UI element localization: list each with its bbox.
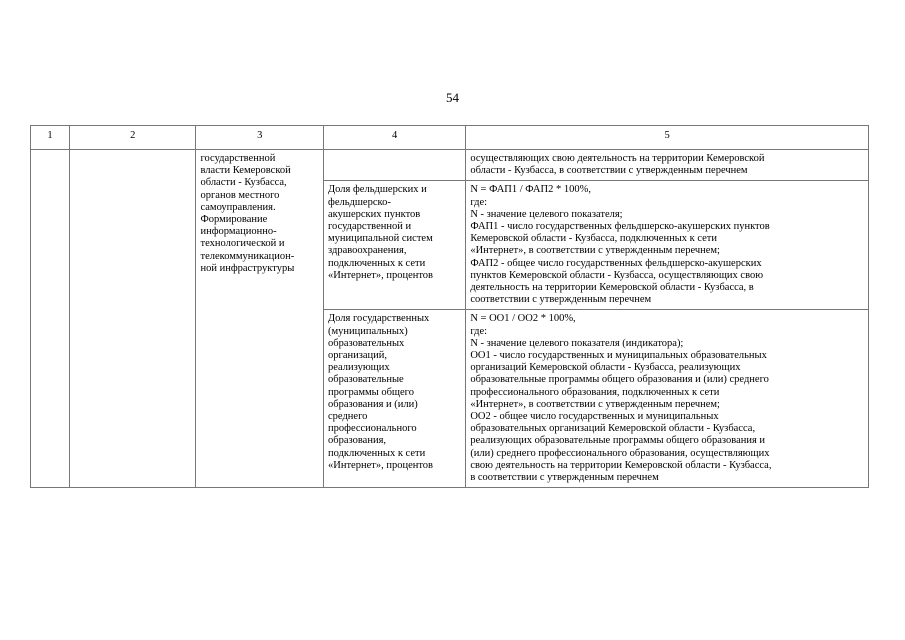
text-line: государственной [200, 153, 276, 164]
text-line: ной инфраструктуры [200, 262, 295, 274]
text-line: здравоохранения, [328, 245, 407, 257]
text-line: Доля государственных [328, 313, 430, 325]
text-line: образовательные программы общего образования и (или) среднего [470, 374, 769, 386]
cell-calculation-method [466, 310, 869, 488]
text-line: телекоммуникацион- [200, 250, 295, 262]
text-line: профессионального образования, подключенных к сети [470, 386, 720, 398]
text-line: государственной и [328, 221, 412, 233]
cell-indicator-name [324, 310, 466, 488]
text-line: Кемеровской области - Кузбасса, подключенных к сети [470, 233, 718, 245]
text-line: «Интернет», процентов [328, 269, 434, 281]
text-line: профессионального [328, 423, 417, 435]
text-line: области - Кузбасса, в соответствии с утвержденным перечнем [470, 165, 748, 177]
text-line: реализующих образовательные программы общего образования и [470, 435, 766, 447]
text-line: подключенных к сети [328, 257, 426, 269]
header-row [31, 126, 869, 150]
text-line: информационно- [200, 226, 277, 238]
text-line: ФАП1 - число государственных фельдшерско-акушерских пунктов [470, 221, 770, 233]
header-cell-4: 4 [324, 126, 466, 150]
text-line: (муниципальных) [328, 325, 408, 337]
text-line: где: [470, 196, 488, 208]
text-line: области - Кузбасса, [200, 177, 287, 189]
text-line: N = ОО1 / ОО2 * 100%, [470, 313, 576, 325]
text-line: N - значение целевого показателя (индикатора); [470, 337, 684, 349]
text-line: ОО1 - число государственных и муниципальных образовательных [470, 350, 767, 362]
indicator-table [30, 125, 869, 488]
text-line: муниципальной систем [328, 233, 433, 245]
text-line: Формирование [200, 214, 268, 226]
header-cell-3: 3 [196, 126, 324, 150]
table-row [31, 150, 869, 181]
text-line: соответствии с утвержденным перечнем [470, 294, 652, 306]
text-line: пунктов Кемеровской области - Кузбасса, осуществляющих свою [470, 269, 764, 281]
text-line: Доля фельдшерских и [328, 184, 427, 196]
cell-col2 [70, 150, 196, 488]
text-line: образования и (или) [328, 398, 418, 410]
text-line: реализующих [328, 362, 390, 374]
text-line: образовательные [328, 374, 404, 386]
text-line: фельдшерско- [328, 196, 391, 208]
text-line: (или) среднего профессионального образования, осуществляющих [470, 447, 770, 459]
header-cell-2: 2 [70, 126, 196, 150]
header-cell-1: 1 [31, 126, 70, 150]
cell-calculation-method [466, 150, 869, 181]
text-line: «Интернет», процентов [328, 459, 434, 471]
text-line: организаций Кемеровской области - Кузбасса, реализующих [470, 362, 741, 374]
text-line: ОО2 - общее число государственных и муниципальных [470, 411, 719, 423]
text-line: подключенных к сети [328, 447, 426, 459]
text-line: N = ФАП1 / ФАП2 * 100%, [470, 184, 591, 196]
text-line: самоуправления. [200, 201, 276, 213]
text-line: среднего [328, 411, 368, 423]
cell-indicator-name [324, 181, 466, 310]
cell-col3-goal-text [196, 150, 324, 488]
text-line: деятельность на территории Кемеровской области - Кузбасса, в [470, 282, 754, 294]
cell-indicator-name [324, 150, 466, 181]
page-number: 54 [446, 90, 459, 105]
text-line: органов местного [200, 189, 280, 201]
text-line: где: [470, 325, 488, 337]
header-cell-5: 5 [466, 126, 869, 150]
text-line: образования, [328, 435, 387, 447]
text-line: образовательных организаций Кемеровской области - Кузбасса, [470, 423, 756, 435]
cell-calculation-method [466, 181, 869, 310]
text-line: в соответствии с утвержденным перечнем [470, 472, 659, 484]
text-line: акушерских пунктов [328, 208, 421, 220]
text-line: организаций, [328, 350, 388, 362]
text-line: ФАП2 - общее число государственных фельдшерско-акушерских [470, 257, 762, 269]
text-line: N - значение целевого показателя; [470, 208, 623, 220]
text-line: «Интернет», в соответствии с утвержденным перечнем; [470, 245, 720, 257]
text-line: технологической и [200, 238, 285, 250]
text-line: власти Кемеровской [200, 165, 291, 177]
text-line: программы общего [328, 386, 414, 398]
text-line: осуществляющих свою деятельность на территории Кемеровской [470, 153, 765, 164]
text-line: образовательных [328, 337, 405, 349]
text-line: свою деятельность на территории Кемеровской области - Кузбасса, [470, 459, 772, 471]
text-line: «Интернет», в соответствии с утвержденным перечнем; [470, 398, 720, 410]
cell-col1 [31, 150, 70, 488]
